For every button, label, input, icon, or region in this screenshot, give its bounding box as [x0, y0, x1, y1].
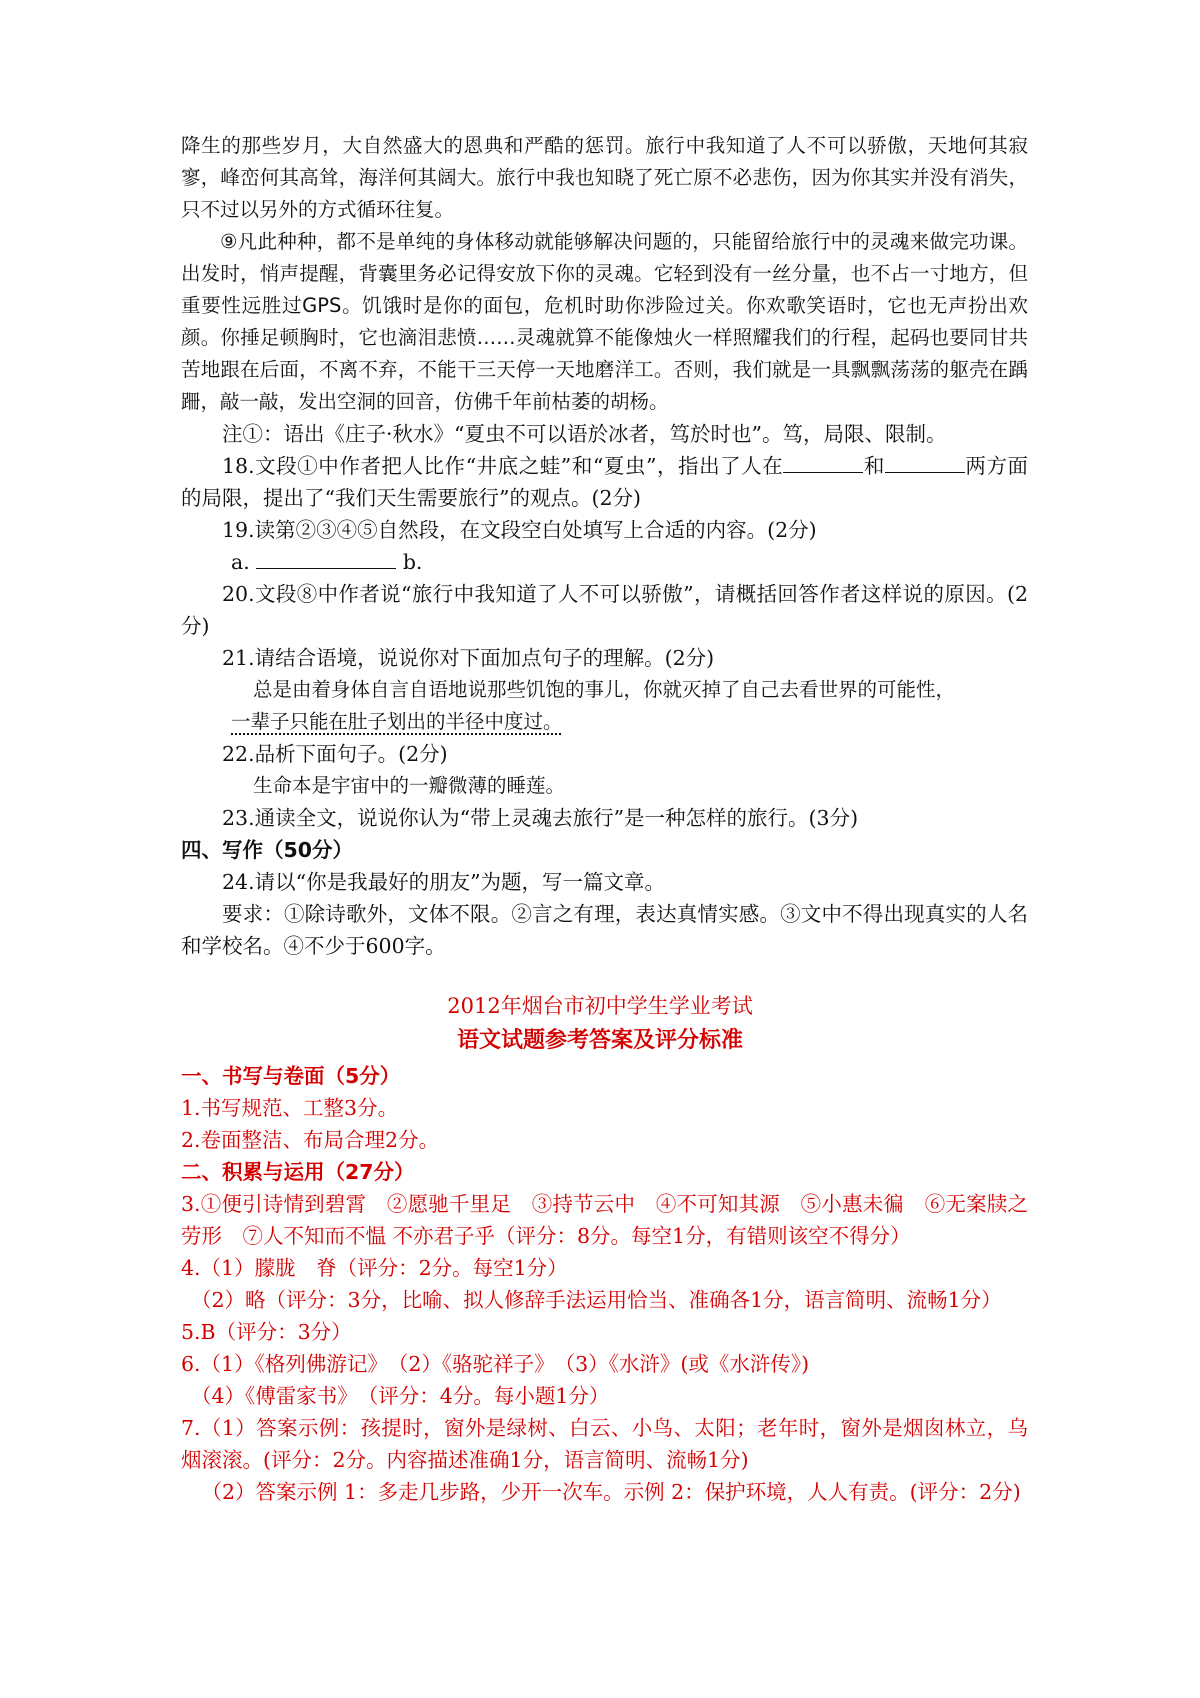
- answer-blank-18-1[interactable]: [783, 450, 863, 473]
- dotted-sentence: 一辈子只能在肚子划出的半径中度过。: [231, 710, 563, 733]
- answer-1: 1.书写规范、工整3分。: [181, 1096, 399, 1120]
- passage-note: 注①：语出《庄子·秋水》“夏虫不可以语於冰者，笃於时也”。笃，局限、限制。: [222, 422, 947, 446]
- question-18-text-a: 18.文段①中作者把人比作“井底之蛙”和“夏虫”，指出了人在: [222, 454, 784, 478]
- answer-7-1: 7.（1）答案示例：孩提时，窗外是绿树、白云、小鸟、太阳；老年时，窗外是烟囱林立，乌烟滚滚。(评分：2分。内容描述准确1分，语言简明、流畅1分): [181, 1416, 1028, 1472]
- question-22-quote: 生命本是宇宙中的一瓣微薄的睡莲。: [253, 774, 566, 797]
- writing-requirements: 要求：①除诗歌外，文体不限。②言之有理，表达真情实感。③文中不得出现真实的人名和学校名。④不少于600字。: [181, 902, 1028, 958]
- answer-section-1: 一、书写与卷面（5分）: [181, 1064, 401, 1088]
- question-19-blanks: [181, 546, 1028, 578]
- question-18: [181, 450, 1028, 514]
- answer-title-1: 2012年烟台市初中学生学业考试: [447, 994, 753, 1018]
- answer-7-2: （2）答案示例 1：多走几步路，少开一次车。示例 2：保护环境，人人有责。(评分：2分): [201, 1480, 1021, 1504]
- question-18-text-c: 两方面的局限，提出了“我们天生需要旅行”的观点。(2分): [181, 454, 1029, 510]
- question-22: 22.品析下面句子。(2分): [222, 742, 448, 766]
- answer-4-1: 4.（1）朦胧 脊（评分：2分。每空1分）: [181, 1256, 568, 1280]
- question-21-quote-line-1: 总是由着身体自言自语地说那些饥饱的事儿，你就灭掉了自己去看世界的可能性，: [253, 678, 956, 701]
- answer-title-2: 语文试题参考答案及评分标准: [456, 1028, 743, 1053]
- question-19: 19.读第②③④⑤自然段，在文段空白处填写上合适的内容。(2分): [222, 518, 817, 542]
- answer-6-2: （4）《傅雷家书》 （评分：4分。每小题1分）: [191, 1384, 610, 1408]
- answer-blank-18-2[interactable]: [885, 450, 965, 473]
- passage-paragraph-9: ⑨凡此种种，都不是单纯的身体移动就能够解决问题的，只能留给旅行中的灵魂来做完功课。出发时，悄声提醒，背囊里务必记得安放下你的灵魂。它轻到没有一丝分量，也不占一寸地方，但重要性远胜过GPS。饥饿时是你的面包，危机时助你涉险过关。你欢歌笑语时，它也无声扮出欢颜。你捶足顿胸时，它也滴泪悲愤……灵魂就算不能像烛火一样照耀我们的行程，起码也要同甘共苦地跟在后面，不离不弃，不能干三天停一天地磨洋工。否则，我们就是一具飘飘荡荡的躯壳在踽跚，敲一敲，发出空洞的回音，仿佛千年前枯萎的胡杨。: [181, 230, 1028, 413]
- section-writing-heading: 四、写作（50分）: [181, 838, 354, 862]
- question-24: 24.请以“你是我最好的朋友”为题，写一篇文章。: [222, 870, 666, 894]
- question-18-text-b: 和: [863, 454, 885, 478]
- blank-a-label: a.: [231, 550, 250, 574]
- blank-b-label: b.: [402, 550, 423, 574]
- passage-paragraph-8-continued: 降生的那些岁月，大自然盛大的恩典和严酷的惩罚。旅行中我知道了人不可以骄傲，天地何其寂寥，峰峦何其高耸，海洋何其阔大。旅行中我也知晓了死亡原不必悲伤，因为你其实并没有消失，只不过以另外的方式循环往复。: [181, 134, 1028, 221]
- answer-blank-19-a[interactable]: [256, 546, 396, 569]
- question-20: 20.文段⑧中作者说“旅行中我知道了人不可以骄傲”，请概括回答作者这样说的原因。(2分): [181, 582, 1028, 638]
- answer-3: 3.①便引诗情到碧霄 ②愿驰千里足 ③持节云中 ④不可知其源 ⑤小惠未徧 ⑥无案牍之劳形 ⑦人不知而不愠 不亦君子乎（评分：8分。每空1分，有错则该空不得分）: [181, 1192, 1028, 1248]
- question-21-quote-line-2: [181, 706, 1028, 738]
- answer-5: 5.B（评分：3分）: [181, 1320, 352, 1344]
- answer-6-1: 6.（1）《格列佛游记》 （2）《骆驼祥子》 （3）《水浒》(或《水浒传》): [181, 1352, 810, 1376]
- question-23: 23.通读全文，说说你认为“带上灵魂去旅行”是一种怎样的旅行。(3分): [222, 806, 859, 830]
- question-21: 21.请结合语境，说说你对下面加点句子的理解。(2分): [222, 646, 715, 670]
- answer-4-2: （2）略（评分：3分，比喻、拟人修辞手法运用恰当、准确各1分，语言简明、流畅1分）: [191, 1288, 1002, 1312]
- answer-2: 2.卷面整洁、布局合理2分。: [181, 1128, 440, 1152]
- answer-section-2: 二、积累与运用（27分）: [181, 1160, 415, 1184]
